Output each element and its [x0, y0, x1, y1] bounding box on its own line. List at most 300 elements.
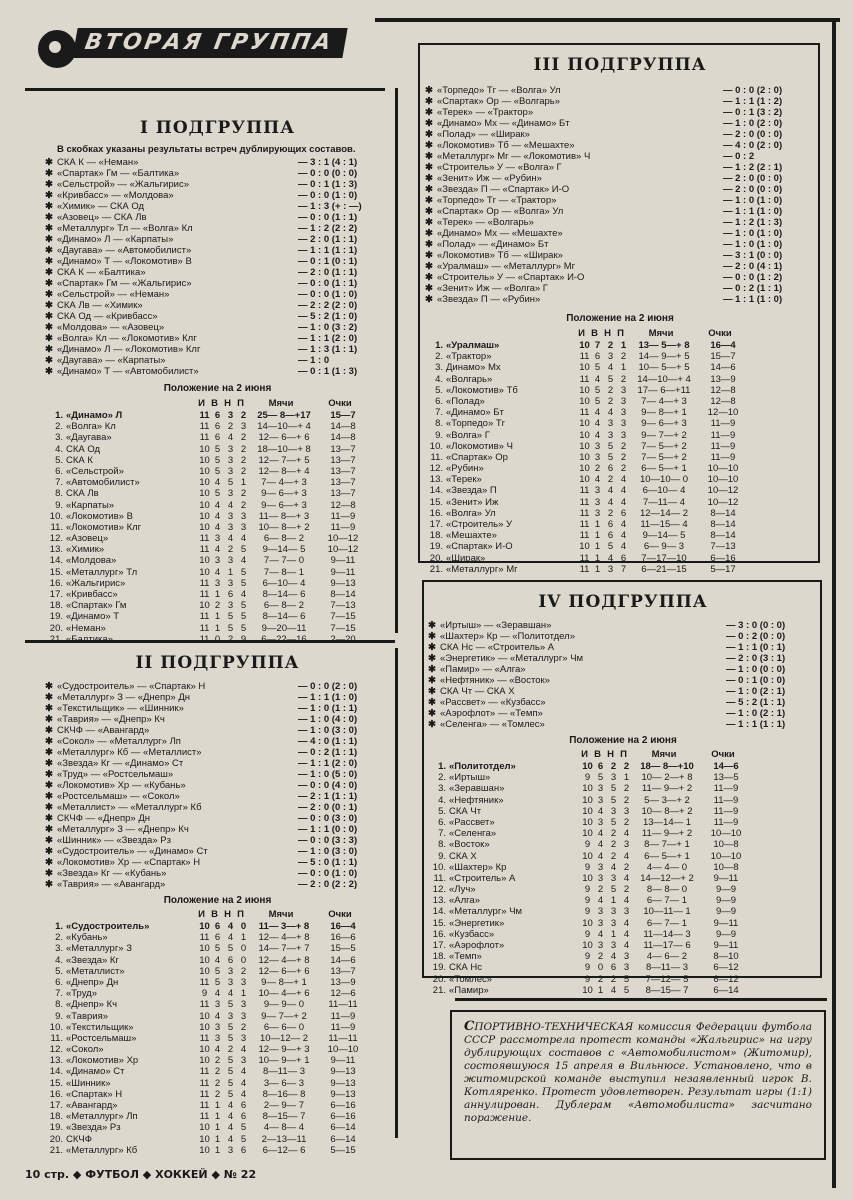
row-losses: 5	[240, 1133, 247, 1145]
row-points: 11—9	[710, 429, 736, 441]
row-position: 20.	[49, 1133, 63, 1145]
row-goals: 7— 4—+ 3	[641, 395, 687, 407]
match-teams: «Спартак» Ор — «Волга» Ул	[437, 206, 564, 217]
standings-row	[45, 1100, 390, 1111]
row-draws: 4	[607, 485, 614, 497]
row-team: СКА Нс	[449, 962, 482, 974]
row-team: «Автомобилист»	[66, 477, 140, 489]
match-teams: «Терек» — «Волгарь»	[437, 217, 534, 228]
row-games: 10	[199, 521, 210, 533]
row-position: 6.	[435, 395, 443, 407]
match-score: — 1 : 0 (0 : 0)	[726, 664, 786, 675]
row-games: 10	[199, 600, 210, 612]
standings-row	[45, 1122, 390, 1133]
row-wins: 2	[594, 463, 601, 475]
row-draws: 2	[610, 761, 617, 772]
row-position: 18.	[49, 1111, 63, 1123]
row-games: 11	[579, 507, 590, 519]
match-bullet: ✱	[425, 118, 433, 129]
row-points: 9—11	[330, 566, 356, 578]
row-team: «Локомотив» Хр	[66, 1055, 139, 1067]
row-goals: 6— 8— 2	[263, 600, 305, 612]
row-team: «Локомотив» Клг	[66, 521, 142, 533]
row-team: «Кузбасс»	[449, 928, 495, 940]
standings-row	[45, 578, 390, 589]
row-position: 11.	[433, 872, 446, 884]
match-bullet: ✱	[45, 791, 53, 802]
row-position: 14.	[49, 555, 63, 567]
match-teams: СКА К — «Неман»	[57, 157, 139, 168]
standings-row	[45, 943, 390, 954]
standings-row	[45, 589, 390, 600]
match-teams: «Судостроитель» — «Динамо» Ст	[57, 846, 208, 857]
row-games: 10	[199, 954, 210, 966]
row-losses: 2	[240, 443, 247, 455]
row-wins: 4	[597, 850, 604, 862]
row-team: «Спартак» Ор	[446, 451, 508, 463]
row-wins: 4	[597, 828, 604, 840]
row-goals: 13—14— 1	[642, 816, 692, 828]
row-draws: 4	[227, 921, 234, 932]
row-draws: 3	[610, 772, 617, 784]
match-score: — 2 : 0 (0 : 0)	[723, 173, 783, 184]
row-wins: 5	[214, 943, 221, 955]
match-score: — 0 : 0 (1 : 1)	[298, 278, 358, 289]
row-losses: 1	[240, 932, 247, 944]
row-draws: 4	[610, 951, 617, 963]
row-points: 11—9	[710, 440, 736, 452]
row-wins: 4	[214, 1010, 221, 1022]
match-score: — 0 : 1 (3 : 2)	[723, 107, 783, 118]
row-losses: 3	[240, 1055, 247, 1067]
row-goals: 12— 6—+ 6	[258, 965, 310, 977]
match-row	[45, 344, 390, 355]
match-row	[425, 261, 815, 272]
row-goals: 9— 6—+ 3	[261, 488, 307, 500]
row-draws: 4	[227, 1133, 234, 1145]
row-points: 16—6	[330, 932, 356, 944]
row-wins: 3	[214, 1032, 221, 1044]
row-draws: 2	[227, 1044, 234, 1056]
standings-row	[425, 407, 815, 418]
row-team: «Металлист»	[66, 965, 125, 977]
match-teams: «Рассвет» — «Кузбасс»	[440, 697, 546, 708]
match-teams: «Локомотив» Тб — «Ширак»	[437, 250, 563, 261]
standings-row	[45, 455, 390, 466]
match-bullet: ✱	[425, 195, 433, 206]
row-position: 8.	[55, 999, 63, 1011]
standings-row	[425, 485, 815, 496]
row-points: 9—13	[330, 577, 356, 589]
standings-row	[45, 432, 390, 443]
row-losses: 3	[620, 395, 627, 407]
match-teams: СКА К — «Балтика»	[57, 267, 146, 278]
row-points: 9—11	[713, 917, 739, 929]
match-row	[45, 791, 390, 802]
row-draws: 3	[607, 351, 614, 363]
row-draws: 2	[607, 395, 614, 407]
row-wins: 5	[214, 443, 221, 455]
match-row	[45, 333, 390, 344]
match-teams: «Спартак» Гм — «Балтика»	[57, 168, 180, 179]
row-position: 2.	[438, 772, 446, 784]
standings-row	[45, 522, 390, 533]
row-points: 12—8	[330, 499, 356, 511]
match-score: — 4 : 0 (2 : 0)	[723, 140, 783, 151]
row-games: 10	[582, 783, 593, 795]
row-points: 15—5	[330, 943, 356, 955]
subgroup-4	[428, 592, 818, 996]
col-header-w: В	[591, 328, 598, 339]
standings-row	[45, 567, 390, 578]
row-draws: 6	[607, 463, 614, 475]
match-row	[45, 813, 390, 824]
row-games: 11	[199, 1066, 210, 1078]
row-goals: 6— 5—+ 1	[641, 463, 687, 475]
row-draws: 3	[227, 510, 234, 522]
row-goals: 9—20—11	[261, 622, 307, 634]
row-wins: 1	[594, 563, 601, 575]
row-goals: 3— 6— 3	[263, 1077, 305, 1089]
match-score: — 1 : 1 (1 : 1)	[726, 719, 786, 730]
row-goals: 9— 6—+ 3	[641, 418, 687, 430]
match-row	[428, 686, 818, 697]
row-points: 7—15	[330, 622, 356, 634]
row-games: 11	[199, 577, 210, 589]
match-bullet: ✱	[45, 289, 53, 300]
standings-row	[45, 466, 390, 477]
match-score: — 0 : 1 (1 : 3)	[298, 179, 358, 190]
row-team: «Торпедо» Тг	[446, 418, 506, 430]
match-row	[45, 234, 390, 245]
standings-row	[428, 817, 818, 828]
match-bullet: ✱	[425, 184, 433, 195]
row-games: 10	[579, 451, 590, 463]
row-goals: 6— 9— 3	[643, 541, 685, 553]
row-draws: 5	[227, 1088, 234, 1100]
row-wins: 1	[214, 1144, 221, 1156]
standings-row	[425, 508, 815, 519]
row-team: «Динамо» Ст	[66, 1066, 125, 1078]
match-score: — 1 : 2 (2 : 1)	[723, 162, 783, 173]
row-wins: 6	[594, 351, 601, 363]
row-position: 11.	[430, 451, 443, 463]
row-losses: 3	[623, 962, 630, 974]
standings-row	[425, 474, 815, 485]
standings-row	[45, 1111, 390, 1122]
row-games: 10	[579, 474, 590, 486]
row-goals: 11— 9—+ 2	[641, 828, 693, 840]
row-points: 9—11	[713, 940, 739, 951]
row-draws: 4	[607, 552, 614, 564]
row-points: 14—8	[330, 421, 356, 433]
row-wins: 1	[594, 530, 601, 542]
row-losses: 5	[240, 544, 247, 556]
row-games: 10	[199, 477, 210, 489]
match-teams: «Металлург» З — «Днепр» Кч	[57, 824, 189, 835]
row-wins: 1	[594, 519, 601, 530]
row-goals: 7—12— 5	[645, 973, 689, 985]
row-losses: 4	[240, 555, 247, 567]
row-position: 19.	[429, 541, 443, 553]
row-losses: 5	[240, 600, 247, 612]
row-position: 12.	[429, 463, 443, 475]
row-games: 11	[199, 432, 210, 444]
match-score: — 3 : 0 (0 : 0)	[726, 620, 786, 631]
row-points: 10—12	[327, 533, 359, 545]
row-wins: 5	[214, 465, 221, 477]
match-teams: «Динамо» Мх — «Динамо» Бт	[437, 118, 570, 129]
row-wins: 3	[597, 794, 604, 806]
row-points: 13—7	[330, 488, 356, 500]
match-bullet: ✱	[45, 190, 53, 201]
row-team: «Балтика»	[66, 633, 113, 645]
row-points: 11—9	[330, 521, 356, 533]
match-score: — 1 : 3 (1 : 1)	[298, 344, 358, 355]
col-header-g: И	[198, 909, 205, 920]
row-games: 10	[582, 940, 593, 951]
row-position: 3.	[55, 432, 63, 444]
row-draws: 3	[227, 965, 234, 977]
row-team: «Металлург» Лп	[66, 1111, 138, 1123]
row-goals: 7—11— 4	[642, 496, 686, 508]
row-games: 10	[199, 1044, 210, 1056]
match-score: — 1 : 0	[298, 355, 330, 366]
row-team: СКА Х	[449, 850, 477, 862]
row-losses: 3	[620, 384, 627, 396]
row-position: 18.	[432, 951, 446, 963]
match-bullet: ✱	[45, 278, 53, 289]
row-points: 12—10	[707, 407, 739, 419]
standings-row	[45, 1011, 390, 1022]
row-goals: 14—12—+ 2	[640, 872, 694, 884]
row-points: 13—7	[330, 454, 356, 466]
match-teams: «Даугава» — «Автомобилист»	[57, 245, 192, 256]
match-teams: «Волга» Кл — «Локомотив» Клг	[57, 333, 197, 344]
row-team: «Спартак» Н	[66, 1088, 123, 1100]
sub3-standings	[425, 340, 815, 575]
row-losses: 2	[240, 965, 247, 977]
match-bullet: ✱	[45, 824, 53, 835]
row-draws: 4	[607, 407, 614, 419]
row-wins: 0	[597, 962, 604, 974]
row-losses: 4	[240, 589, 247, 600]
row-draws: 5	[610, 816, 617, 828]
row-losses: 3	[623, 951, 630, 963]
row-points: 10—12	[327, 544, 359, 556]
match-bullet: ✱	[45, 802, 53, 813]
match-teams: «Зенит» Иж — «Волга» Г	[437, 283, 548, 294]
row-points: 6—12	[713, 962, 739, 974]
match-score: — 0 : 0 (2 : 0)	[723, 85, 783, 96]
match-row	[425, 294, 815, 305]
row-position: 16.	[429, 507, 443, 519]
subgroup-2	[45, 653, 390, 1156]
row-draws: 2	[610, 973, 617, 985]
row-position: 11.	[50, 521, 63, 533]
row-goals: 8—14— 6	[262, 611, 306, 623]
row-goals: 9— 8—+ 1	[641, 407, 687, 419]
match-score: — 0 : 2 (1 : 1)	[723, 283, 783, 294]
row-wins: 1	[214, 622, 221, 634]
row-points: 16—4	[330, 921, 356, 932]
row-team: СКА Лв	[66, 488, 99, 500]
row-position: 3.	[55, 943, 63, 955]
row-team: СКЧФ	[66, 1133, 92, 1145]
match-bullet: ✱	[428, 697, 436, 708]
match-teams: «Металлург» Кб — «Металлист»	[57, 747, 202, 758]
row-games: 10	[199, 443, 210, 455]
row-losses: 2	[620, 351, 627, 363]
row-losses: 2	[240, 410, 247, 421]
row-draws: 2	[610, 828, 617, 840]
sub3-title: III ПОДГРУППА	[533, 55, 707, 75]
row-points: 8—14	[710, 507, 736, 519]
row-goals: 12—14— 2	[639, 507, 689, 519]
row-wins: 3	[597, 940, 604, 951]
row-losses: 6	[620, 507, 627, 519]
row-losses: 4	[240, 1044, 247, 1056]
standings-row	[45, 966, 390, 977]
col-header-l: П	[620, 749, 627, 760]
row-losses: 2	[623, 783, 630, 795]
match-bullet: ✱	[45, 681, 53, 692]
row-games: 11	[579, 563, 590, 575]
row-wins: 4	[597, 839, 604, 851]
match-bullet: ✱	[45, 344, 53, 355]
standings-row	[428, 884, 818, 895]
row-games: 11	[579, 519, 590, 530]
row-position: 21.	[49, 633, 63, 645]
row-goals: 6— 8— 2	[263, 533, 305, 545]
match-score: — 3 : 1 (4 : 1)	[298, 157, 358, 168]
row-draws: 2	[227, 544, 234, 556]
row-losses: 7	[620, 563, 627, 575]
row-team: «Химик»	[66, 544, 105, 556]
standings-row	[428, 761, 818, 772]
row-goals: 6— 7— 1	[646, 917, 688, 929]
row-draws: 3	[227, 976, 234, 988]
match-bullet: ✱	[45, 179, 53, 190]
row-team: «Кубань»	[66, 932, 108, 944]
standings-row	[428, 795, 818, 806]
row-draws: 3	[610, 805, 617, 817]
match-teams: «Сельстрой» — «Жальгирис»	[57, 179, 189, 190]
row-draws: 4	[607, 362, 614, 374]
match-bullet: ✱	[45, 223, 53, 234]
row-team: «Динамо» Бт	[446, 407, 504, 419]
match-row	[45, 278, 390, 289]
match-score: — 1 : 1 (1 : 0)	[298, 692, 358, 703]
row-games: 10	[582, 872, 593, 884]
match-score: — 1 : 1 (1 : 0)	[723, 294, 783, 305]
row-wins: 5	[214, 965, 221, 977]
row-games: 9	[584, 973, 591, 985]
col-header-pts: Очки	[708, 328, 732, 339]
row-draws: 5	[610, 884, 617, 896]
sub1-standings-title: Положение на 2 июня	[163, 383, 272, 394]
row-losses: 3	[623, 805, 630, 817]
row-losses: 9	[240, 633, 247, 645]
match-bullet: ✱	[45, 758, 53, 769]
row-points: 7—15	[330, 611, 356, 623]
row-points: 16—4	[710, 340, 736, 351]
row-team: Динамо» Мх	[446, 362, 501, 374]
match-score: — 0 : 0 (1 : 0)	[298, 868, 358, 879]
match-row	[425, 162, 815, 173]
row-position: 13.	[429, 474, 443, 486]
row-team: «Сельстрой»	[66, 465, 124, 477]
row-points: 13—9	[330, 976, 356, 988]
row-losses: 4	[623, 917, 630, 929]
match-row	[428, 697, 818, 708]
row-losses: 4	[623, 872, 630, 884]
row-position: 10.	[432, 861, 446, 873]
row-points: 8—14	[710, 519, 736, 530]
row-wins: 1	[214, 611, 221, 623]
standings-row	[45, 410, 390, 421]
match-row	[45, 879, 390, 890]
match-bullet: ✱	[45, 300, 53, 311]
match-bullet: ✱	[45, 857, 53, 868]
match-row	[425, 140, 815, 151]
row-position: 17.	[429, 519, 443, 530]
match-bullet: ✱	[428, 675, 436, 686]
row-wins: 4	[597, 805, 604, 817]
row-goals: 6—10— 4	[262, 577, 306, 589]
match-row	[425, 195, 815, 206]
match-teams: «Динамо» Л — «Локомотив» Клг	[57, 344, 201, 355]
match-bullet: ✱	[45, 245, 53, 256]
standings-row	[425, 530, 815, 541]
row-draws: 1	[227, 566, 234, 578]
standings-row	[45, 1055, 390, 1066]
row-games: 10	[199, 488, 210, 500]
sub1-col-header	[45, 398, 390, 410]
row-wins: 4	[214, 510, 221, 522]
standings-row	[428, 940, 818, 951]
row-points: 14—8	[330, 432, 356, 444]
match-teams: «Азовец» — СКА Лв	[57, 212, 147, 223]
match-row	[45, 747, 390, 758]
standings-row	[425, 553, 815, 564]
row-games: 10	[199, 1010, 210, 1022]
decree-text	[464, 1020, 812, 1125]
standings-row	[425, 463, 815, 474]
row-games: 11	[199, 1077, 210, 1089]
row-position: 4.	[438, 794, 446, 806]
row-wins: 5	[214, 488, 221, 500]
row-wins: 4	[214, 988, 221, 1000]
row-wins: 3	[594, 507, 601, 519]
match-bullet: ✱	[425, 228, 433, 239]
row-losses: 3	[240, 521, 247, 533]
match-row	[45, 835, 390, 846]
row-position: 16.	[432, 928, 446, 940]
match-bullet: ✱	[45, 311, 53, 322]
row-points: 7—13	[710, 541, 736, 553]
row-games: 10	[579, 418, 590, 430]
row-draws: 2	[607, 474, 614, 486]
standings-row	[428, 906, 818, 917]
row-team: «Азовец»	[66, 533, 109, 545]
row-team: «Волга» Ул	[446, 507, 496, 519]
match-teams: «Нефтяник» — «Восток»	[440, 675, 550, 686]
row-position: 20.	[49, 622, 63, 634]
row-draws: 5	[227, 1066, 234, 1078]
row-team: «Алга»	[449, 895, 480, 907]
row-wins: 2	[214, 1077, 221, 1089]
